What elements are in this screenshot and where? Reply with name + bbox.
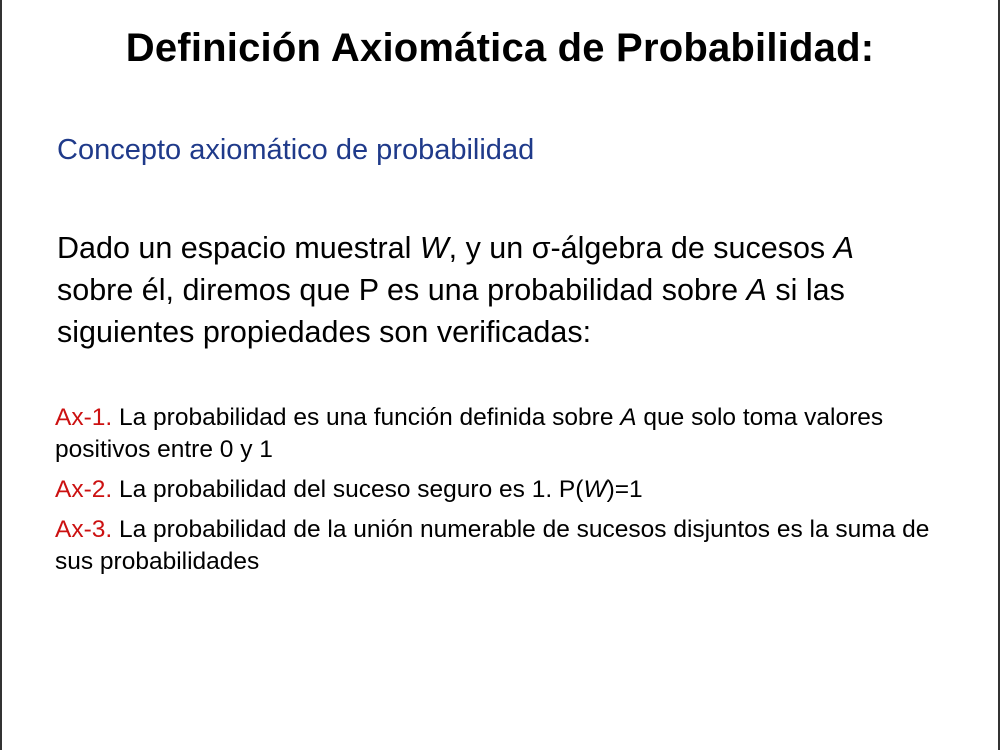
slide-title: Definición Axiomática de Probabilidad:: [125, 26, 875, 70]
axiom-label: Ax-3.: [55, 516, 113, 543]
variable-a: A: [620, 404, 637, 431]
variable-w: W: [419, 231, 449, 265]
variable-w: W: [583, 476, 607, 503]
axiom-text: La probabilidad del suceso seguro es 1. P(: [112, 476, 584, 503]
axiom-text: que solo toma valores positivos entre 0 y 1: [55, 404, 884, 463]
axiom-text: La probabilidad de la unión numerable de sucesos disjuntos es la suma de sus probabilidades: [55, 516, 930, 575]
axiom-2: [55, 474, 945, 506]
definition-paragraph: [57, 227, 937, 353]
variable-a: A: [833, 231, 855, 265]
axiom-1: [55, 402, 945, 466]
axiom-text: )=1: [606, 476, 643, 503]
paragraph-text-3: sobre él, diremos que P es una probabilidad sobre: [57, 273, 747, 307]
axiom-list: [55, 402, 945, 586]
paragraph-text-1: Dado un espacio muestral: [57, 231, 420, 265]
axiom-3: [55, 514, 945, 578]
paragraph-text-4: si las siguientes propiedades son verificadas:: [57, 273, 845, 349]
axiom-label: Ax-2.: [55, 476, 113, 503]
axiom-label: Ax-1.: [55, 404, 113, 431]
variable-a: A: [746, 273, 767, 307]
slide-subtitle: Concepto axiomático de probabilidad: [57, 134, 535, 166]
paragraph-text-2: , y un σ-álgebra de sucesos: [448, 231, 834, 265]
axiom-text: La probabilidad es una función definida sobre: [112, 404, 621, 431]
